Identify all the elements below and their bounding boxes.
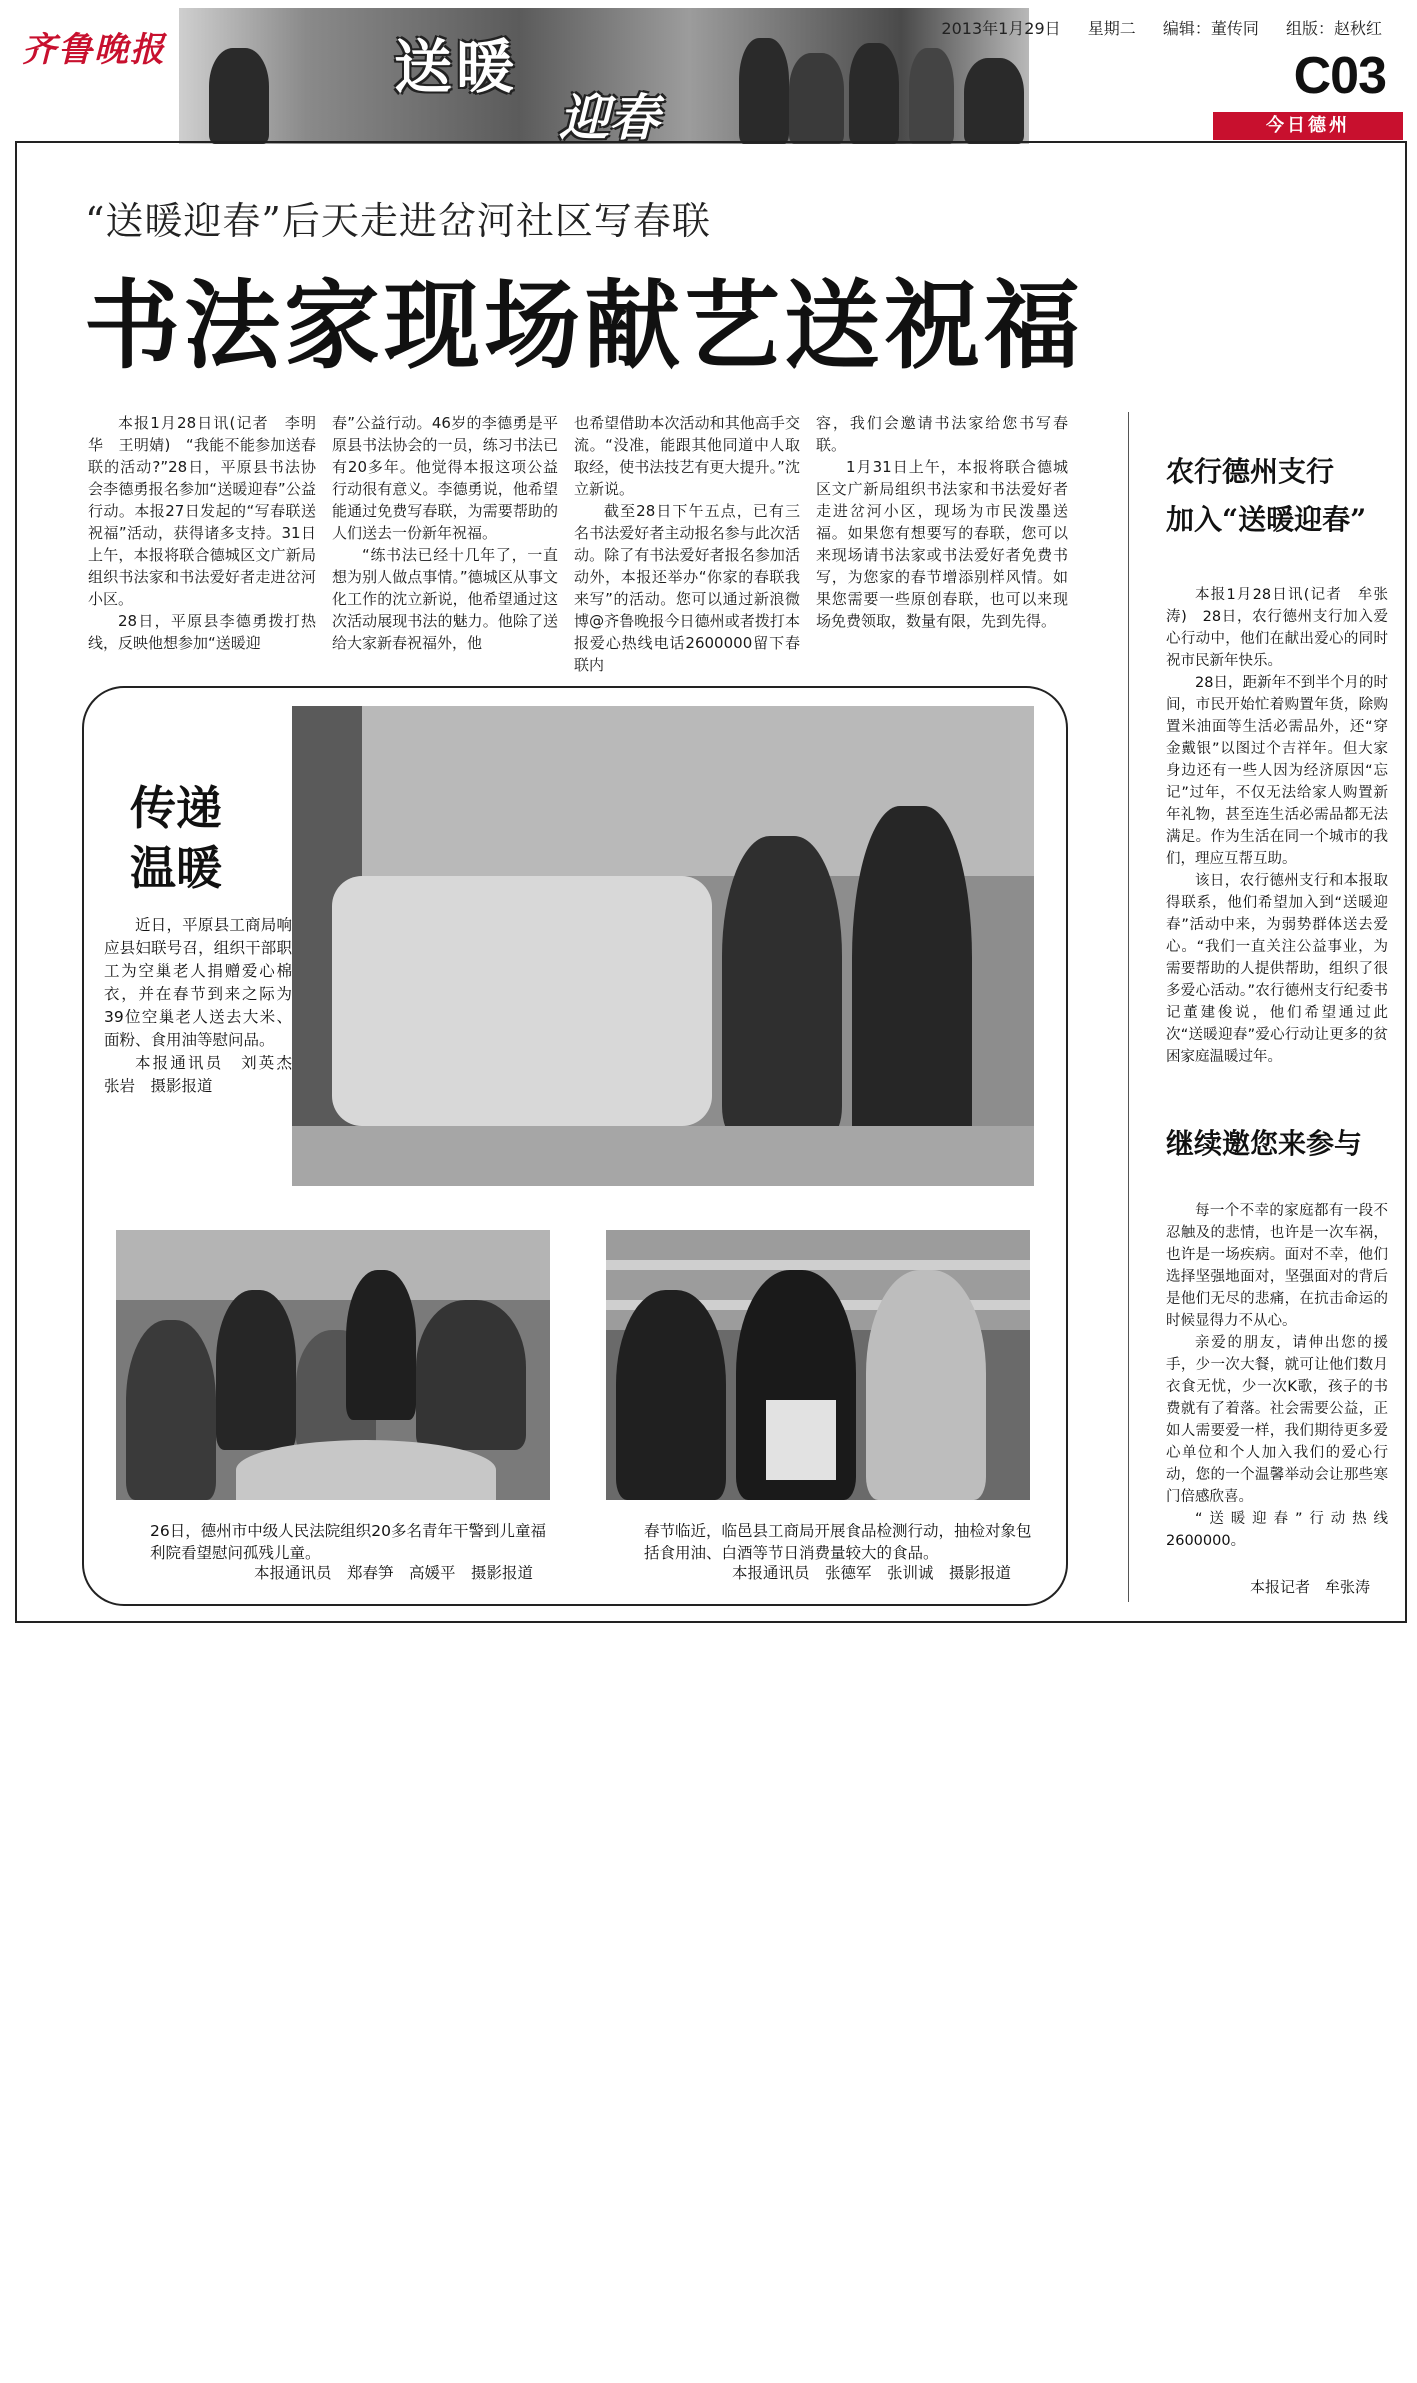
feature-text	[104, 914, 292, 1098]
paragraph: 也希望借助本次活动和其他高手交流。“没准，能跟其他同道中人取取经，使书法技艺有更大提升。”沈立新说。	[574, 414, 800, 498]
paragraph: 1月31日上午，本报将联合德城区文广新局组织书法家和书法爱好者走进岔河小区，现场为市民泼墨送福。如果您有想要写的春联，您可以来现场请书法家或书法爱好者免费书写，为您家的春节增添别样风情。如果您需要一些原创春联，也可以来现场免费领取，数量有限，先到先得。	[816, 458, 1068, 630]
banner-photo	[179, 8, 1029, 144]
feature-title-line: 传递	[130, 781, 222, 835]
paragraph: “送暖迎春”行动热线2600000。	[1166, 1511, 1388, 1549]
paragraph: 截至28日下午五点，已有三名书法爱好者主动报名参与此次活动。除了有书法爱好者报名参加活动外，本报还举办“你家的春联我来写”的活动。您可以通过新浪微博@齐鲁晚报今日德州或者拨打本报爱心热线电话2600000留下春联内	[574, 502, 800, 674]
article-column-3	[574, 412, 800, 676]
paragraph: 本报1月28日讯(记者 李明华 王明婧) “我能不能参加送春联的活动?”28日，平原县书法协会李德勇报名参加“送暖迎春”公益行动。本报27日发起的“写春联送祝福”活动，获得诸多支持。31日上午，本报将联合德城区文广新局组织书法家和书法爱好者走进岔河小区。	[88, 414, 316, 608]
left-caption-credit: 本报通讯员 郑春笋 高媛平 摄影报道	[254, 1564, 534, 1582]
feature-title	[130, 778, 222, 898]
left-caption: 26日，德州市中级人民法院组织20多名青年干警到儿童福利院看望慰问孤残儿童。	[150, 1522, 546, 1562]
paper-logo: 齐鲁晚报	[22, 30, 166, 70]
feature-title-line: 温暖	[130, 841, 222, 895]
paragraph: 该日，农行德州支行和本报取得联系，他们希望加入到“送暖迎春”活动中来，为弱势群体送去爱心。“我们一直关注公益事业，为需要帮助的人提供帮助，组织了很多爱心活动。”农行德州支行纪委书记董建俊说，他们希望通过此次“送暖迎春”爱心行动让更多的贫困家庭温暖过年。	[1166, 873, 1388, 1065]
layout-credit: 组版：赵秋红	[1285, 19, 1382, 38]
sidebar-article	[1166, 584, 1388, 1068]
article-headline: 书法家现场献艺送祝福	[84, 269, 1084, 382]
issue-date: 2013年1月29日	[941, 19, 1061, 38]
issue-weekday: 星期二	[1087, 19, 1136, 38]
article-column-2	[332, 412, 558, 654]
sidebar-credit: 本报记者 牟张涛	[1250, 1578, 1371, 1596]
article-subhead: “送暖迎春”后天走进岔河社区写春联	[85, 199, 711, 243]
right-caption: 春节临近，临邑县工商局开展食品检测行动，抽检对象包括食用油、白酒等节日消费量较大的食品。	[644, 1522, 1032, 1562]
banner-title: 送暖	[394, 33, 519, 101]
sidebar-headline-line: 农行德州支行	[1166, 455, 1335, 488]
sidebar-headline	[1166, 448, 1366, 544]
sidebar-article-2	[1166, 1200, 1388, 1552]
column-divider	[1128, 412, 1129, 1602]
sidebar-headline-2: 继续邀您来参与	[1166, 1127, 1363, 1160]
feature-credit: 本报通讯员 刘英杰 张岩 摄影报道	[104, 1054, 292, 1095]
paragraph: 春”公益行动。46岁的李德勇是平原县书法协会的一员，练习书法已有20多年。他觉得本报这项公益行动很有意义。李德勇说，他希望能通过免费写春联，为需要帮助的人们送去一份新年祝福。	[332, 414, 558, 542]
main-photo	[292, 706, 1034, 1186]
paragraph: “练书法已经十几年了，一直想为别人做点事情。”德城区从事文化工作的沈立新说，他希望通过这次活动展现书法的魅力。他除了送给大家新春祝福外，他	[332, 546, 558, 652]
issue-meta	[919, 16, 1382, 39]
masthead	[14, 8, 1406, 144]
paragraph: 每一个不幸的家庭都有一段不忍触及的悲情，也许是一次车祸，也许是一场疾病。面对不幸，他们选择坚强地面对，坚强面对的背后是他们无尽的悲痛，在抗击命运的时候显得力不从心。	[1166, 1203, 1388, 1329]
sidebar-headline-line: 加入“送暖迎春”	[1166, 503, 1367, 536]
article-column-1	[88, 412, 316, 654]
inspection-photo	[606, 1230, 1030, 1500]
paragraph: 28日，平原县李德勇拨打热线，反映他想参加“送暖迎	[88, 612, 316, 652]
court-photo	[116, 1230, 550, 1500]
editor-credit: 编辑：董传同	[1162, 19, 1259, 38]
article-column-4	[816, 412, 1068, 632]
right-caption-credit: 本报通讯员 张德军 张训诚 摄影报道	[732, 1564, 1012, 1582]
paragraph: 本报1月28日讯(记者 牟张涛) 28日，农行德州支行加入爱心行动中，他们在献出爱心的同时祝市民新年快乐。	[1166, 587, 1388, 669]
paragraph: 容，我们会邀请书法家给您书写春联。	[816, 414, 1068, 454]
feature-paragraph: 近日，平原县工商局响应县妇联号召，组织干部职工为空巢老人捐赠爱心棉衣，并在春节到来之际为39位空巢老人送去大米、面粉、食用油等慰问品。	[104, 916, 292, 1049]
paragraph: 亲爱的朋友，请伸出您的援手，少一次大餐，就可让他们数月衣食无忧，少一次K歌，孩子的书费就有了着落。社会需要公益，正如人需要爱一样，我们期待更多爱心单位和个人加入我们的爱心行动，您的一个温馨举动会让那些寒门倍感欣喜。	[1166, 1335, 1388, 1505]
section-tag: 今日德州	[1213, 112, 1403, 140]
page-number: C03	[1293, 47, 1386, 105]
paragraph: 28日，距新年不到半个月的时间，市民开始忙着购置年货，除购置米油面等生活必需品外，还“穿金戴银”以图过个吉祥年。但大家身边还有一些人因为经济原因“忘记”过年，不仅无法给家人购置新年礼物，甚至连生活必需品都无法满足。作为生活在同一个城市的我们，理应互帮互助。	[1166, 675, 1388, 867]
banner-subtitle: 迎春	[559, 88, 659, 144]
